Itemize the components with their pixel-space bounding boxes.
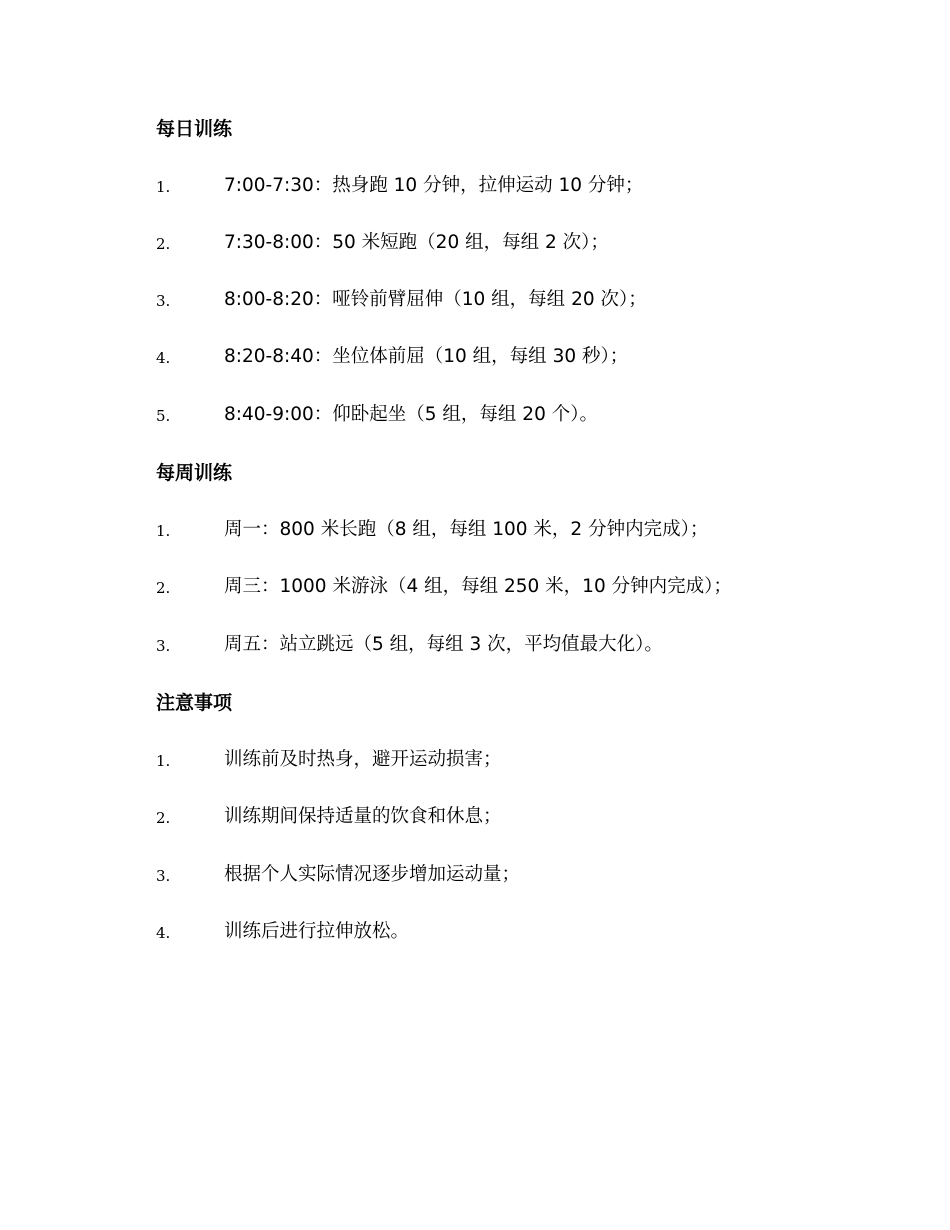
daily-training-heading: 每日训练 xyxy=(156,118,233,140)
list-text: 7:00-7:30：热身跑 10 分钟，拉伸运动 10 分钟； xyxy=(224,175,644,196)
list-text: 8:00-8:20：哑铃前臂屈伸（10 组，每组 20 次）； xyxy=(224,289,647,310)
list-item xyxy=(156,633,856,657)
list-text: 8:40-9:00：仰卧起坐（5 组，每组 20 个）。 xyxy=(224,404,598,425)
list-number: 1. xyxy=(156,752,171,770)
list-text: 8:20-8:40：坐位体前屈（10 组，每组 30 秒）； xyxy=(224,346,629,367)
list-text: 训练期间保持适量的饮食和休息； xyxy=(224,806,502,827)
list-number: 4. xyxy=(156,924,171,942)
list-item xyxy=(156,174,856,198)
list-number: 1. xyxy=(156,178,171,196)
list-number: 3. xyxy=(156,292,171,310)
list-number: 2. xyxy=(156,579,171,597)
weekly-training-heading: 每周训练 xyxy=(156,462,233,484)
list-number: 5. xyxy=(156,407,171,425)
list-text: 7:30-8:00：50 米短跑（20 组，每组 2 次）； xyxy=(224,232,609,253)
list-text: 周一：800 米长跑（8 组，每组 100 米，2 分钟内完成）； xyxy=(224,519,709,540)
list-item xyxy=(156,231,856,255)
list-item xyxy=(156,863,856,887)
list-number: 4. xyxy=(156,349,171,367)
list-number: 1. xyxy=(156,522,171,540)
list-item xyxy=(156,345,856,369)
notes-heading: 注意事项 xyxy=(156,692,233,714)
list-number: 2. xyxy=(156,235,171,253)
list-text: 周五：站立跳远（5 组，每组 3 次，平均值最大化）。 xyxy=(224,634,663,655)
list-item xyxy=(156,288,856,312)
list-number: 3. xyxy=(156,867,171,885)
list-item xyxy=(156,805,856,829)
list-item xyxy=(156,518,856,542)
list-number: 2. xyxy=(156,809,171,827)
list-item xyxy=(156,920,856,944)
list-number: 3. xyxy=(156,637,171,655)
list-text: 根据个人实际情况逐步增加运动量； xyxy=(224,864,521,885)
list-text: 训练后进行拉伸放松。 xyxy=(224,921,410,942)
list-item xyxy=(156,403,856,427)
list-text: 周三：1000 米游泳（4 组，每组 250 米，10 分钟内完成）； xyxy=(224,576,732,597)
list-text: 训练前及时热身，避开运动损害； xyxy=(224,749,502,770)
list-item xyxy=(156,575,856,599)
list-item xyxy=(156,748,856,772)
